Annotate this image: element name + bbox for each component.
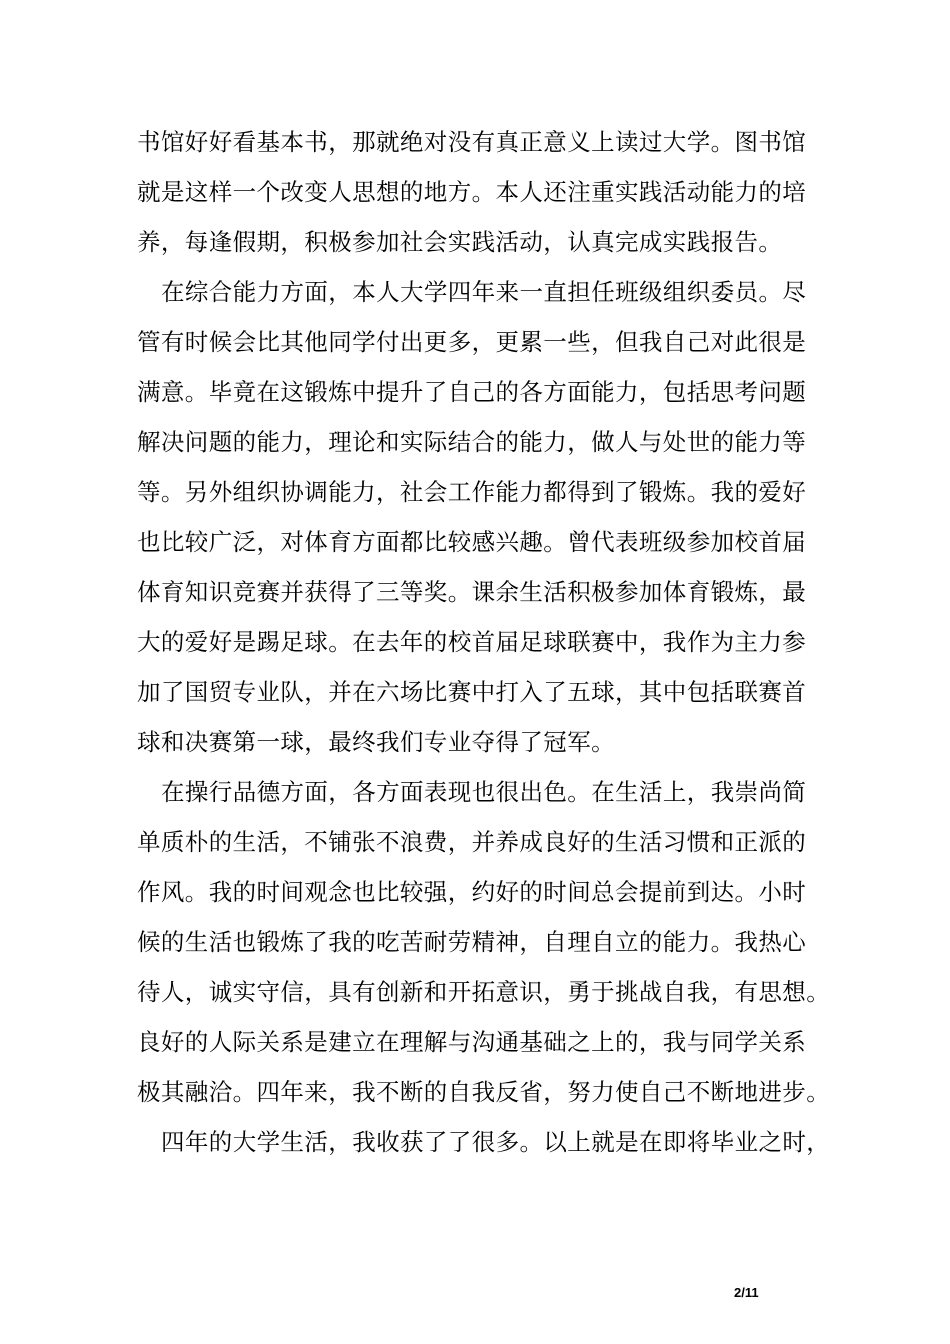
body-text: [137, 117, 837, 1167]
paragraph-start-line: 四年的大学生活，我收获了了很多。以上就是在即将毕业之时，: [161, 1128, 831, 1156]
text-line: 养，每逢假期，积极参加社会实践活动，认真完成实践报告。: [137, 228, 783, 256]
text-line: 体育知识竞赛并获得了三等奖。课余生活积极参加体育锻炼，最: [137, 578, 807, 606]
text-line: 管有时候会比其他同学付出更多，更累一些，但我自己对此很是: [137, 328, 807, 356]
text-line: 单质朴的生活，不铺张不浪费，并养成良好的生活习惯和正派的: [137, 828, 807, 856]
paragraph-start-line: 在综合能力方面，本人大学四年来一直担任班级组织委员。尽: [161, 278, 807, 306]
text-line: 解决问题的能力，理论和实际结合的能力，做人与处世的能力等: [137, 428, 807, 456]
text-line: 书馆好好看基本书，那就绝对没有真正意义上读过大学。图书馆: [137, 128, 807, 156]
text-line: 满意。毕竟在这锻炼中提升了自己的各方面能力，包括思考问题: [137, 378, 807, 406]
text-line: 加了国贸专业队，并在六场比赛中打入了五球，其中包括联赛首: [137, 678, 807, 706]
text-line: 球和决赛第一球，最终我们专业夺得了冠军。: [137, 728, 615, 756]
text-line: 等。另外组织协调能力，社会工作能力都得到了锻炼。我的爱好: [137, 478, 807, 506]
text-line: 良好的人际关系是建立在理解与沟通基础之上的，我与同学关系: [137, 1028, 807, 1056]
text-line: 就是这样一个改变人思想的地方。本人还注重实践活动能力的培: [137, 178, 807, 206]
text-line: 极其融洽。四年来，我不断的自我反省，努力使自己不断地进步。: [137, 1078, 831, 1106]
text-line: 大的爱好是踢足球。在去年的校首届足球联赛中，我作为主力参: [137, 628, 807, 656]
text-line: 候的生活也锻炼了我的吃苦耐劳精神，自理自立的能力。我热心: [137, 928, 807, 956]
text-line: 待人，诚实守信，具有创新和开拓意识，勇于挑战自我，有思想。: [137, 978, 831, 1006]
text-line: 作风。我的时间观念也比较强，约好的时间总会提前到达。小时: [137, 878, 807, 906]
page-number: 2/11: [734, 1285, 759, 1300]
text-line: 也比较广泛，对体育方面都比较感兴趣。曾代表班级参加校首届: [137, 528, 807, 556]
paragraph-start-line: 在操行品德方面，各方面表现也很出色。在生活上，我崇尚简: [161, 778, 807, 806]
